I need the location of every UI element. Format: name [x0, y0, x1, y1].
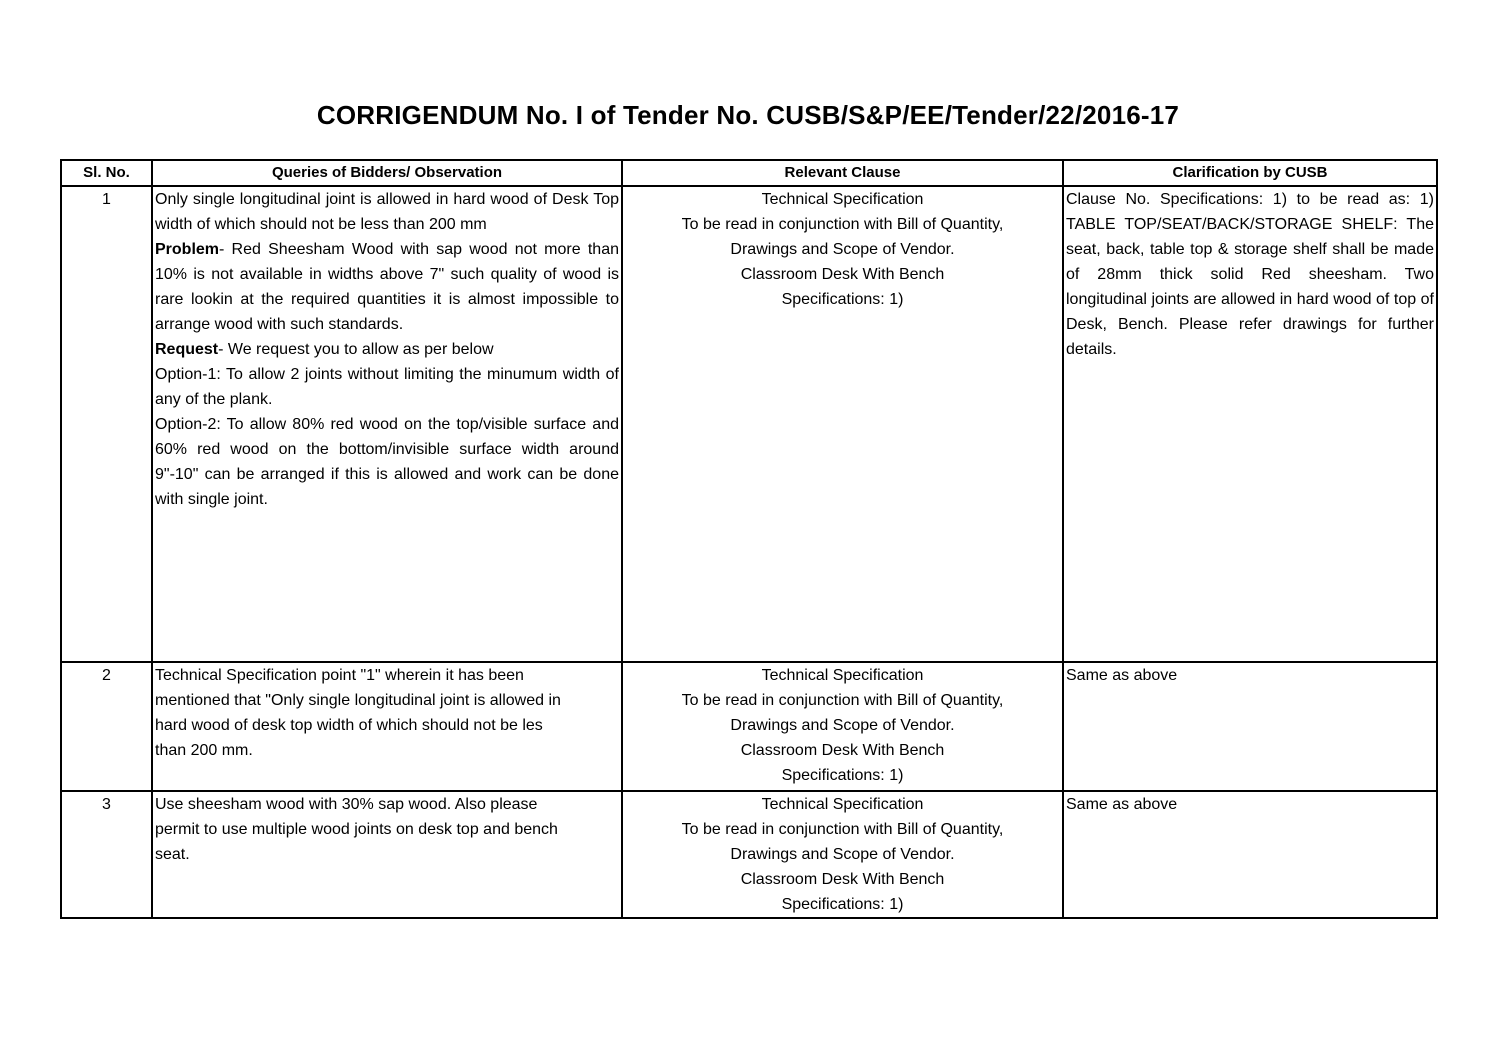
clause-line: Specifications: 1): [781, 896, 904, 913]
header-sl-no: Sl. No.: [61, 160, 152, 186]
request-text: - We request you to allow as per below: [218, 341, 494, 358]
problem-text: - Red Sheesham Wood with sap wood not more than 10% is not available in widths above 7" such quality of wood is rare lookin at the required quantities it is almost impossible to arrange wood with such standards.: [155, 241, 619, 333]
row-relevant-clause: [622, 791, 1063, 918]
row-relevant-clause: [622, 662, 1063, 791]
query-option-2: Option-2: To allow 80% red wood on the top/visible surface and 60% red wood on the bottom/invisible surface width around 9"-10" can be arranged if this is allowed and work can be done with single joint.: [155, 416, 619, 508]
table-row: [61, 791, 1437, 918]
row-clarification: Same as above: [1063, 791, 1437, 918]
clause-line: Classroom Desk With Bench: [740, 266, 945, 283]
row-query: [152, 791, 622, 918]
table-row: [61, 662, 1437, 791]
header-queries: Queries of Bidders/ Observation: [152, 160, 622, 186]
clause-line: Technical Specification: [761, 796, 924, 813]
query-option-1: Option-1: To allow 2 joints without limiting the minumum width of any of the plank.: [155, 366, 619, 408]
query-problem: [155, 237, 619, 337]
clause-line: Drawings and Scope of Vendor.: [730, 717, 955, 734]
query-line: Use sheesham wood with 30% sap wood. Also please: [155, 796, 538, 813]
row-clarification: Clause No. Specifications: 1) to be read as: 1) TABLE TOP/SEAT/BACK/STORAGE SHELF: The seat, back, table top & storage shelf shall be made of 28mm thick solid Red sheesham. Two longitudinal joints are allowed in hard wood of top of Desk, Bench. Please refer drawings for further details.: [1063, 186, 1437, 662]
clause-line: Drawings and Scope of Vendor.: [730, 241, 955, 258]
clause-line: Specifications: 1): [781, 767, 904, 784]
clause-line: To be read in conjunction with Bill of Quantity,: [681, 216, 1004, 233]
query-line: than 200 mm.: [155, 742, 253, 759]
query-paragraph: Only single longitudinal joint is allowed in hard wood of Desk Top width of which should not be less than 200 mm: [155, 191, 619, 233]
row-query: [152, 186, 622, 662]
clause-line: Technical Specification: [761, 667, 924, 684]
header-clarification: Clarification by CUSB: [1063, 160, 1437, 186]
query-line: hard wood of desk top width of which should not be les: [155, 717, 543, 734]
problem-label: Problem: [155, 241, 220, 258]
row-clarification: Same as above: [1063, 662, 1437, 791]
clause-line: Specifications: 1): [781, 291, 904, 308]
query-line: mentioned that "Only single longitudinal joint is allowed in: [155, 692, 561, 709]
clause-line: To be read in conjunction with Bill of Quantity,: [681, 692, 1004, 709]
row-relevant-clause: [622, 186, 1063, 662]
clause-line: Classroom Desk With Bench: [740, 742, 945, 759]
clause-line: Classroom Desk With Bench: [740, 871, 945, 888]
table-header-row: [61, 160, 1437, 186]
row-sl-no: 3: [61, 791, 152, 918]
header-relevant-clause: Relevant Clause: [622, 160, 1063, 186]
query-line: Technical Specification point "1" wherein it has been: [155, 667, 524, 684]
corrigendum-table: [60, 159, 1438, 919]
clause-line: Technical Specification: [761, 191, 924, 208]
row-sl-no: 1: [61, 186, 152, 662]
query-request: [155, 337, 619, 362]
clause-line: To be read in conjunction with Bill of Quantity,: [681, 821, 1004, 838]
row-query: [152, 662, 622, 791]
query-line: seat.: [155, 846, 190, 863]
table-row: [61, 186, 1437, 662]
request-label: Request: [155, 341, 219, 358]
row-sl-no: 2: [61, 662, 152, 791]
query-line: permit to use multiple wood joints on desk top and bench: [155, 821, 558, 838]
document-title: CORRIGENDUM No. I of Tender No. CUSB/S&P/EE/Tender/22/2016-17: [316, 100, 1180, 130]
clause-line: Drawings and Scope of Vendor.: [730, 846, 955, 863]
